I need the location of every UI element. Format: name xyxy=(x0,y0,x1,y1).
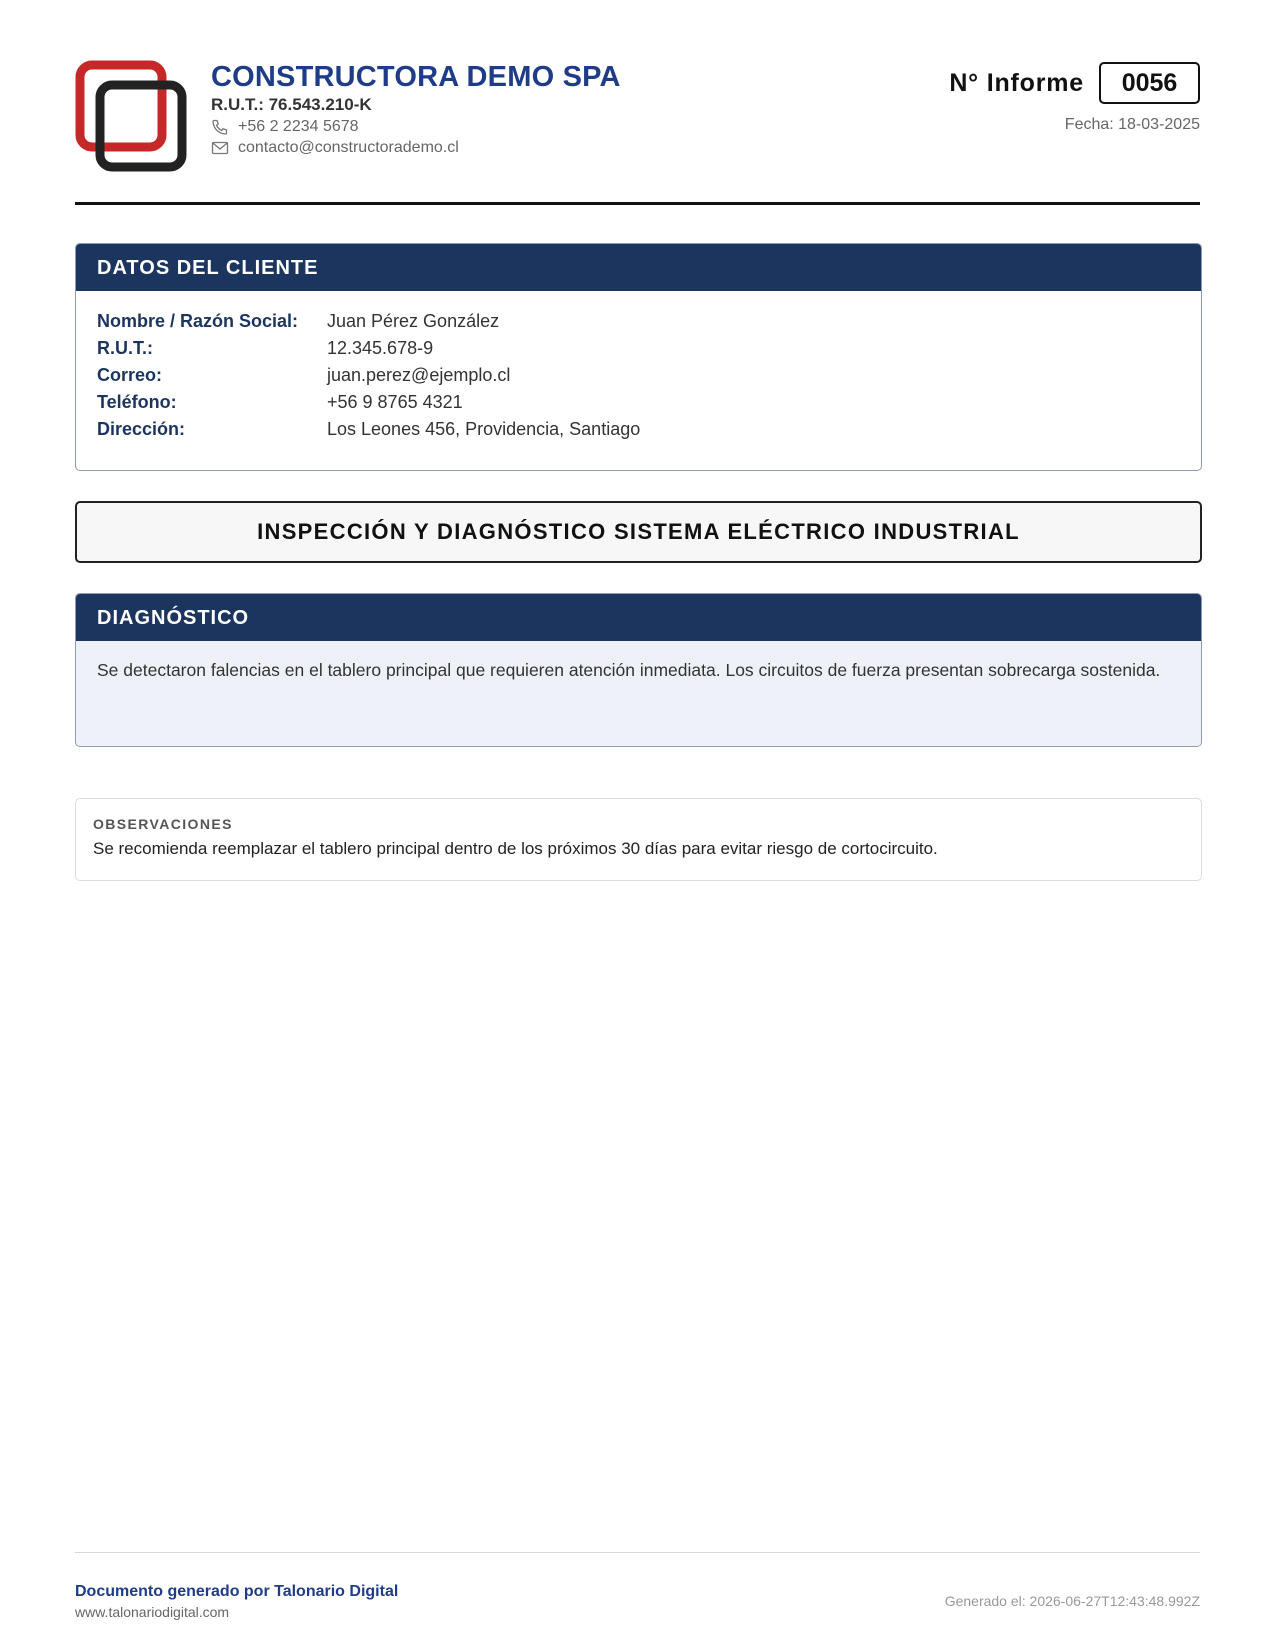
diagnosis-text: Se detectaron falencias en el tablero principal que requieren atención inmediata. Los circuitos de fuerza presentan sobrecarga sostenida. xyxy=(76,641,1201,747)
client-value: +56 9 8765 4321 xyxy=(327,392,463,412)
service-title: INSPECCIÓN Y DIAGNÓSTICO SISTEMA ELÉCTRICO INDUSTRIAL xyxy=(75,501,1202,563)
company-rut: R.U.T.: 76.543.210-K xyxy=(211,95,372,114)
diagnosis-panel xyxy=(75,593,1202,747)
client-data-panel xyxy=(75,243,1202,471)
client-value: 12.345.678-9 xyxy=(327,338,434,358)
document-footer xyxy=(75,1552,1200,1620)
report-number: 0056 xyxy=(1099,62,1200,104)
observations-text: Se recomienda reemplazar el tablero principal dentro de los próximos 30 días para evitar riesgo de cortocircuito. xyxy=(93,839,938,858)
footer-generated-by: Documento generado por Talonario Digital xyxy=(75,1583,399,1600)
report-number-label: N° Informe xyxy=(949,68,1084,97)
client-data-table xyxy=(76,291,1201,443)
client-row-name xyxy=(97,308,1180,335)
company-phone-row xyxy=(211,116,621,137)
client-key: Nombre / Razón Social: xyxy=(97,311,299,331)
phone-icon xyxy=(211,119,229,135)
company-email: contacto@constructorademo.cl xyxy=(238,139,459,156)
company-logo xyxy=(75,60,193,178)
client-data-heading: DATOS DEL CLIENTE xyxy=(76,244,1201,291)
client-key: R.U.T.: xyxy=(97,338,153,358)
company-info xyxy=(211,60,621,158)
observations-box xyxy=(75,798,1202,881)
client-row-rut xyxy=(97,335,1180,362)
client-value: Juan Pérez González xyxy=(327,311,500,331)
footer-generated-at: Generado el: 2026-06-27T12:43:48.992Z xyxy=(944,1593,1200,1609)
observations-label: OBSERVACIONES xyxy=(93,816,233,832)
company-phone: +56 2 2234 5678 xyxy=(238,118,359,135)
company-name: CONSTRUCTORA DEMO SPA xyxy=(211,61,621,93)
report-date: Fecha: 18-03-2025 xyxy=(1064,116,1200,133)
company-email-row xyxy=(211,137,621,158)
report-info xyxy=(949,62,1200,134)
client-row-email xyxy=(97,362,1180,389)
client-row-phone xyxy=(97,389,1180,416)
document-header xyxy=(75,60,1200,205)
client-key: Dirección: xyxy=(97,419,186,439)
client-value: juan.perez@ejemplo.cl xyxy=(327,365,511,385)
client-value: Los Leones 456, Providencia, Santiago xyxy=(327,419,641,439)
footer-url[interactable]: www.talonariodigital.com xyxy=(75,1604,230,1620)
client-row-address xyxy=(97,416,1180,443)
diagnosis-heading: DIAGNÓSTICO xyxy=(76,594,1201,641)
client-key: Correo: xyxy=(97,365,163,385)
client-key: Teléfono: xyxy=(97,392,177,412)
mail-icon xyxy=(211,140,229,156)
